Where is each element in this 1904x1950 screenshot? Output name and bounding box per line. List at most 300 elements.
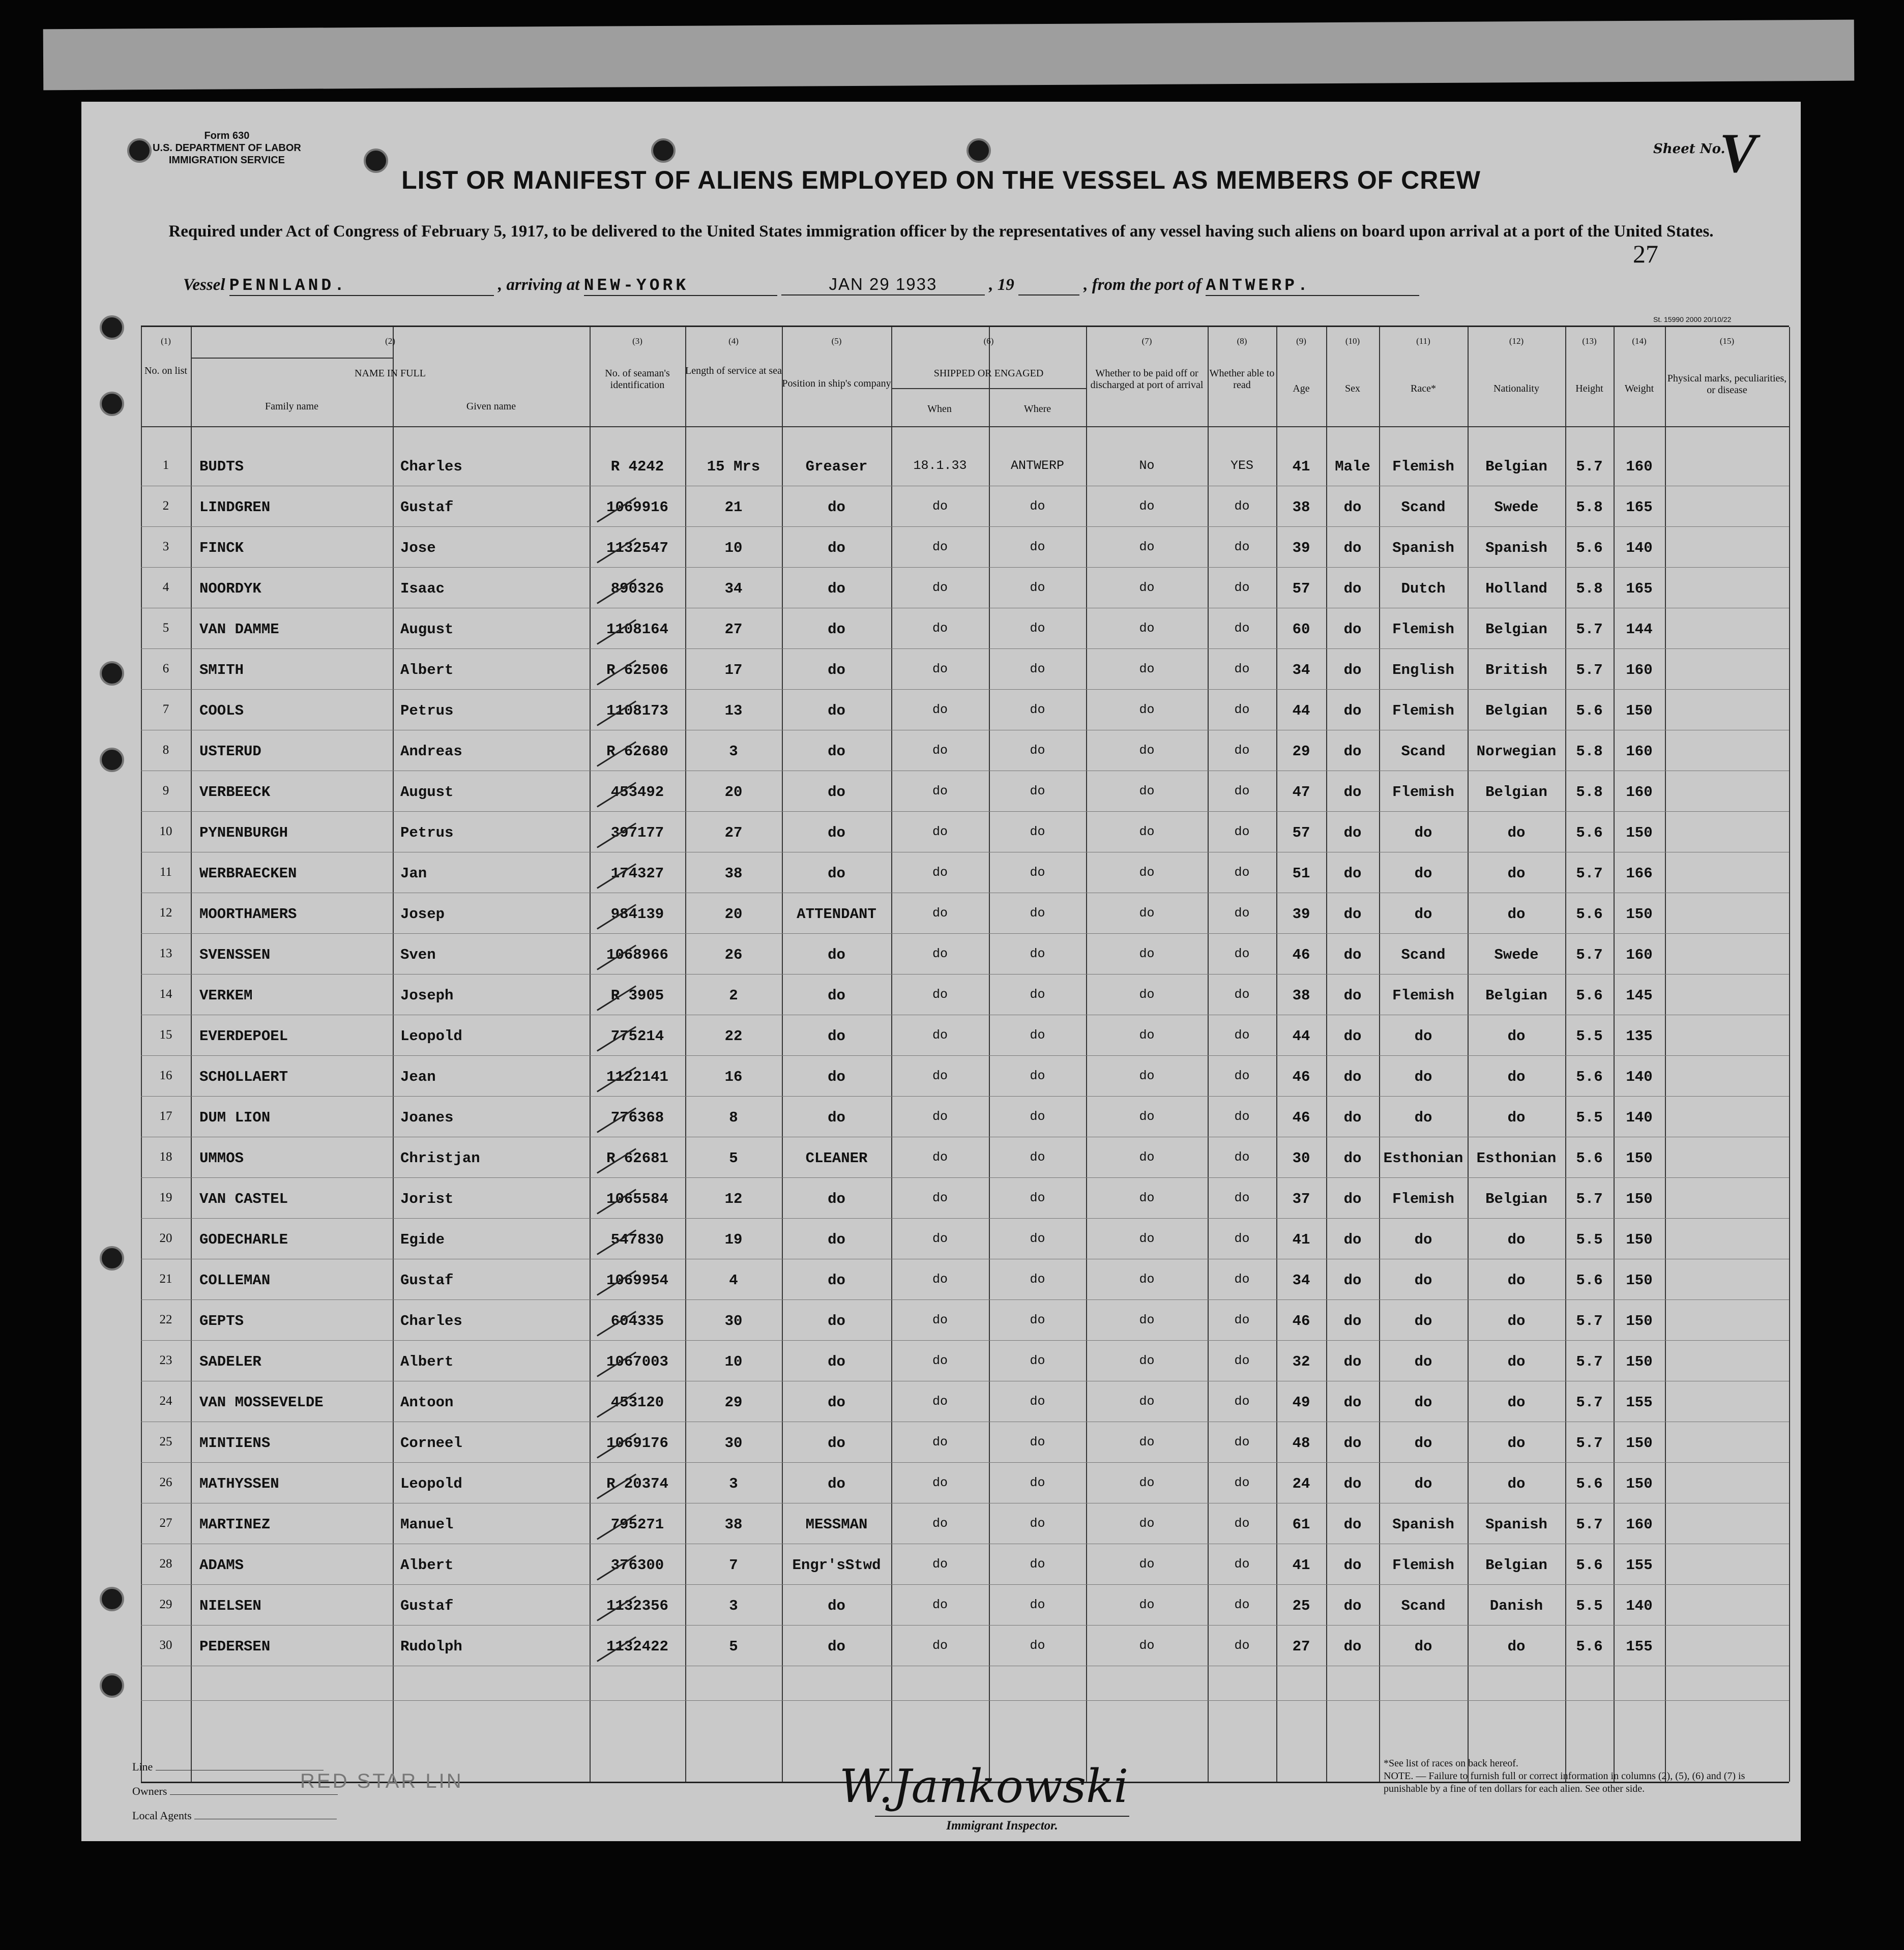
paid-off-cell: do	[1139, 1231, 1155, 1246]
column-number: (7)	[1141, 336, 1152, 346]
family-name-cell: SMITH	[199, 662, 244, 678]
sex-cell: do	[1343, 1638, 1362, 1655]
row-rule	[141, 1218, 1789, 1219]
sex-cell: do	[1343, 1109, 1362, 1126]
row-number: 4	[162, 580, 169, 594]
paid-off-cell: do	[1139, 824, 1155, 839]
able-to-read-cell: do	[1234, 580, 1250, 595]
seaman-id-cell: 397177	[610, 824, 664, 841]
row-rule	[141, 1700, 1789, 1701]
sex-cell: Male	[1335, 458, 1370, 475]
where-cell: do	[1030, 1231, 1045, 1246]
where-cell: do	[1030, 1598, 1045, 1612]
position-cell: do	[828, 865, 845, 882]
seaman-id-cell: 775214	[610, 1028, 664, 1045]
paid-off-cell: do	[1139, 743, 1155, 758]
seaman-id-cell: R 20374	[606, 1475, 668, 1492]
family-name-cell: FINCK	[199, 540, 244, 556]
row-number: 6	[162, 662, 169, 675]
handwritten-page-number: 27	[1633, 240, 1658, 268]
position-cell: do	[828, 1313, 845, 1329]
height-cell: 5.7	[1576, 1435, 1603, 1452]
sex-cell: do	[1343, 947, 1362, 963]
column-number: (15)	[1719, 336, 1735, 346]
able-to-read-cell: do	[1234, 1516, 1250, 1531]
form-number: Form 630	[204, 130, 250, 141]
row-rule	[141, 933, 1789, 934]
when-cell: do	[932, 743, 948, 758]
weight-cell: 140	[1626, 1109, 1653, 1126]
position-cell: do	[828, 1394, 845, 1411]
column-number: (13)	[1582, 336, 1597, 346]
age-cell: 46	[1292, 1069, 1310, 1085]
length-of-service-cell: 10	[724, 540, 743, 556]
seaman-id-cell: 890326	[610, 580, 664, 597]
age-cell: 46	[1292, 1109, 1310, 1126]
sex-cell: do	[1343, 824, 1362, 841]
given-name-cell: Jan	[400, 865, 427, 882]
seaman-id-cell: 1069176	[606, 1435, 668, 1452]
where-cell: do	[1030, 865, 1045, 880]
weight-cell: 150	[1626, 1150, 1653, 1167]
seaman-id-cell: 1069954	[606, 1272, 668, 1289]
row-rule	[141, 1299, 1789, 1300]
height-cell: 5.8	[1576, 784, 1603, 801]
when-cell: do	[932, 906, 948, 921]
age-cell: 51	[1292, 865, 1310, 882]
when-cell: do	[932, 1313, 948, 1327]
service-name: IMMIGRATION SERVICE	[168, 155, 285, 166]
where-cell: do	[1030, 499, 1045, 514]
weight-cell: 150	[1626, 1231, 1653, 1248]
length-of-service-cell: 3	[729, 743, 738, 760]
weight-cell: 140	[1626, 1598, 1653, 1614]
sex-cell: do	[1343, 621, 1362, 638]
given-name-cell: Rudolph	[400, 1638, 462, 1655]
family-name-cell: WERBRAECKEN	[199, 865, 297, 882]
height-cell: 5.5	[1576, 1231, 1603, 1248]
height-cell: 5.6	[1576, 1069, 1603, 1085]
paid-off-cell: do	[1139, 580, 1155, 595]
weight-cell: 160	[1626, 947, 1653, 963]
sex-cell: do	[1343, 1272, 1362, 1289]
row-rule	[141, 1096, 1789, 1097]
age-cell: 57	[1292, 580, 1310, 597]
height-cell: 5.6	[1576, 824, 1603, 841]
able-to-read-cell: YES	[1230, 458, 1253, 473]
row-number: 7	[162, 702, 169, 716]
nationality-cell: do	[1507, 1028, 1526, 1045]
race-cell: do	[1414, 824, 1432, 841]
seaman-id-cell: 984139	[610, 906, 664, 923]
paid-off-cell: do	[1139, 865, 1155, 880]
height-cell: 5.6	[1576, 540, 1603, 556]
vessel-info-line	[183, 275, 1419, 296]
row-number: 20	[159, 1231, 172, 1245]
seaman-id-cell: 1065584	[606, 1191, 668, 1207]
header-nationality: Nationality	[1493, 383, 1539, 394]
position-cell: do	[828, 1231, 845, 1248]
row-rule	[141, 567, 1789, 568]
nationality-cell: do	[1507, 906, 1526, 923]
when-cell: do	[932, 1598, 948, 1612]
nationality-cell: do	[1507, 865, 1526, 882]
race-cell: do	[1414, 906, 1432, 923]
given-name-cell: Albert	[400, 1353, 454, 1370]
paid-off-cell: do	[1139, 1109, 1155, 1124]
row-number: 3	[162, 540, 169, 553]
race-cell: Flemish	[1392, 702, 1454, 719]
length-of-service-cell: 29	[724, 1394, 743, 1411]
sex-cell: do	[1343, 1069, 1362, 1085]
family-name-cell: VAN CASTEL	[199, 1191, 288, 1207]
given-name-cell: Gustaf	[400, 1272, 454, 1289]
paid-off-cell: do	[1139, 499, 1155, 514]
when-cell: do	[932, 1353, 948, 1368]
age-cell: 60	[1292, 621, 1310, 638]
when-cell: do	[932, 702, 948, 717]
height-cell: 5.6	[1576, 1475, 1603, 1492]
row-number: 13	[159, 947, 172, 960]
given-name-cell: Jorist	[400, 1191, 454, 1207]
column-number: (9)	[1296, 336, 1306, 346]
binder-hole	[100, 661, 124, 686]
nationality-cell: Belgian	[1485, 1191, 1547, 1207]
race-cell: Scand	[1401, 743, 1446, 760]
paid-off-cell: do	[1139, 1313, 1155, 1327]
row-number: 28	[159, 1557, 172, 1571]
position-cell: do	[828, 1191, 845, 1207]
seaman-id-cell: R 62506	[606, 662, 668, 678]
position-cell: CLEANER	[805, 1150, 868, 1167]
column-number: (10)	[1345, 336, 1360, 346]
given-name-cell: Albert	[400, 1557, 454, 1574]
family-name-cell: DUM LION	[199, 1109, 271, 1126]
able-to-read-cell: do	[1234, 824, 1250, 839]
family-name-cell: EVERDEPOEL	[199, 1028, 288, 1045]
able-to-read-cell: do	[1234, 1557, 1250, 1572]
weight-cell: 150	[1626, 1313, 1653, 1329]
family-name-cell: BUDTS	[199, 458, 244, 475]
position-cell: do	[828, 1475, 845, 1492]
underlying-sheet-scribble	[1035, 34, 1047, 76]
height-cell: 5.6	[1576, 987, 1603, 1004]
able-to-read-cell: do	[1234, 743, 1250, 758]
nationality-cell: Esthonian	[1476, 1150, 1557, 1167]
able-to-read-cell: do	[1234, 499, 1250, 514]
nationality-cell: do	[1507, 1313, 1526, 1329]
nationality-cell: Holland	[1485, 580, 1547, 597]
column-number: (5)	[831, 336, 842, 346]
given-name-cell: Gustaf	[400, 499, 454, 516]
family-name-cell: VERKEM	[199, 987, 253, 1004]
footer-note	[1384, 1757, 1770, 1795]
paid-off-cell: do	[1139, 1516, 1155, 1531]
position-cell: do	[828, 580, 845, 597]
position-cell: do	[828, 662, 845, 678]
weight-cell: 145	[1626, 987, 1653, 1004]
race-cell: do	[1414, 865, 1432, 882]
binder-hole	[100, 392, 124, 416]
weight-cell: 160	[1626, 1516, 1653, 1533]
given-name-cell: Petrus	[400, 824, 454, 841]
binder-hole	[966, 138, 991, 163]
family-name-cell: VAN DAMME	[199, 621, 279, 638]
year-label: , 19	[989, 276, 1014, 294]
family-name-cell: ADAMS	[199, 1557, 244, 1574]
length-of-service-cell: 17	[724, 662, 743, 678]
given-name-cell: Gustaf	[400, 1598, 454, 1614]
weight-cell: 160	[1626, 784, 1653, 801]
header-weight: Weight	[1624, 383, 1654, 394]
paid-off-cell: do	[1139, 987, 1155, 1002]
age-cell: 37	[1292, 1191, 1310, 1207]
race-cell: Flemish	[1392, 1191, 1454, 1207]
row-number: 23	[159, 1353, 172, 1367]
row-number: 15	[159, 1028, 172, 1042]
race-cell: do	[1414, 1069, 1432, 1085]
sex-cell: do	[1343, 1394, 1362, 1411]
weight-cell: 160	[1626, 458, 1653, 475]
nationality-cell: Belgian	[1485, 1557, 1547, 1574]
seaman-id-cell: 776368	[610, 1109, 664, 1126]
able-to-read-cell: do	[1234, 1231, 1250, 1246]
family-name-cell: NIELSEN	[199, 1598, 261, 1614]
seaman-id-cell: 1132422	[606, 1638, 668, 1655]
weight-cell: 160	[1626, 743, 1653, 760]
where-cell: do	[1030, 540, 1045, 554]
seaman-id-cell: 174327	[610, 865, 664, 882]
where-cell: do	[1030, 1475, 1045, 1490]
header-race: Race*	[1411, 383, 1436, 394]
length-of-service-cell: 22	[724, 1028, 743, 1045]
where-cell: do	[1030, 824, 1045, 839]
length-of-service-cell: 21	[724, 499, 743, 516]
sex-cell: do	[1343, 1557, 1362, 1574]
when-cell: do	[932, 662, 948, 676]
row-number: 29	[159, 1598, 172, 1611]
sex-cell: do	[1343, 1435, 1362, 1452]
given-name-cell: Jean	[400, 1069, 436, 1085]
sex-cell: do	[1343, 784, 1362, 801]
weight-cell: 150	[1626, 1272, 1653, 1289]
nationality-cell: do	[1507, 1231, 1526, 1248]
nationality-cell: Swede	[1494, 947, 1539, 963]
when-cell: do	[932, 1557, 948, 1572]
family-name-cell: USTERUD	[199, 743, 261, 760]
race-cell: do	[1414, 1475, 1432, 1492]
position-cell: do	[828, 1069, 845, 1085]
race-cell: Scand	[1401, 1598, 1446, 1614]
sex-cell: do	[1343, 1598, 1362, 1614]
paid-off-cell: No	[1139, 458, 1155, 473]
row-number: 22	[159, 1313, 172, 1326]
able-to-read-cell: do	[1234, 1394, 1250, 1409]
race-cell: English	[1392, 662, 1454, 678]
header-age: Age	[1293, 383, 1310, 394]
weight-cell: 135	[1626, 1028, 1653, 1045]
position-cell: Engr'sStwd	[792, 1557, 881, 1574]
nationality-cell: do	[1507, 1109, 1526, 1126]
position-cell: do	[828, 499, 845, 516]
sex-cell: do	[1343, 1313, 1362, 1329]
nationality-cell: Belgian	[1485, 987, 1547, 1004]
position-cell: do	[828, 540, 845, 556]
paid-off-cell: do	[1139, 1598, 1155, 1612]
nationality-cell: Belgian	[1485, 784, 1547, 801]
column-number: (1)	[161, 336, 171, 346]
row-number: 16	[159, 1069, 172, 1082]
when-cell: do	[932, 865, 948, 880]
seaman-id-cell: 1108173	[606, 702, 668, 719]
age-cell: 38	[1292, 987, 1310, 1004]
age-cell: 30	[1292, 1150, 1310, 1167]
row-rule	[141, 811, 1789, 812]
nationality-cell: do	[1507, 1069, 1526, 1085]
binder-hole	[127, 138, 152, 163]
when-cell: do	[932, 947, 948, 961]
row-rule	[141, 689, 1789, 690]
sex-cell: do	[1343, 1516, 1362, 1533]
height-cell: 5.7	[1576, 621, 1603, 638]
row-rule	[141, 1340, 1789, 1341]
able-to-read-cell: do	[1234, 1435, 1250, 1450]
height-cell: 5.6	[1576, 1272, 1603, 1289]
when-cell: do	[932, 1069, 948, 1083]
binder-hole	[100, 315, 124, 340]
column-number: (12)	[1509, 336, 1524, 346]
paid-off-cell: do	[1139, 1191, 1155, 1205]
paid-off-cell: do	[1139, 621, 1155, 636]
age-cell: 27	[1292, 1638, 1310, 1655]
owners-label: Owners	[132, 1785, 167, 1797]
race-cell: do	[1414, 1313, 1432, 1329]
able-to-read-cell: do	[1234, 1150, 1250, 1165]
given-name-cell: Albert	[400, 662, 454, 678]
position-cell: do	[828, 621, 845, 638]
inspector-label: Immigrant Inspector.	[875, 1816, 1129, 1833]
crew-manifest-table	[141, 326, 1789, 1783]
sex-cell: do	[1343, 1191, 1362, 1207]
where-cell: do	[1030, 1435, 1045, 1450]
seaman-id-cell: 453120	[610, 1394, 664, 1411]
race-cell: do	[1414, 1353, 1432, 1370]
when-cell: do	[932, 1028, 948, 1043]
length-of-service-cell: 12	[724, 1191, 743, 1207]
weight-cell: 150	[1626, 1191, 1653, 1207]
height-cell: 5.7	[1576, 1394, 1603, 1411]
weight-cell: 155	[1626, 1557, 1653, 1574]
seaman-id-cell: R 62681	[606, 1150, 668, 1167]
sex-cell: do	[1343, 1475, 1362, 1492]
family-name-cell: PYNENBURGH	[199, 824, 288, 841]
where-cell: do	[1030, 621, 1045, 636]
where-cell: do	[1030, 1272, 1045, 1287]
seaman-id-cell: 1108164	[606, 621, 668, 638]
given-name-cell: Andreas	[400, 743, 462, 760]
given-name-cell: Charles	[400, 1313, 462, 1329]
row-number: 18	[159, 1150, 172, 1164]
header-physical-marks: Physical marks, peculiarities, or disease	[1667, 373, 1787, 396]
family-name-cell: NOORDYK	[199, 580, 261, 597]
length-of-service-cell: 30	[724, 1435, 743, 1452]
where-cell: do	[1030, 1557, 1045, 1572]
binder-hole	[100, 748, 124, 772]
header-sex: Sex	[1345, 383, 1360, 394]
nationality-cell: do	[1507, 1638, 1526, 1655]
family-name-cell: COLLEMAN	[199, 1272, 271, 1289]
able-to-read-cell: do	[1234, 1272, 1250, 1287]
sex-cell: do	[1343, 1231, 1362, 1248]
when-cell: do	[932, 1191, 948, 1205]
age-cell: 29	[1292, 743, 1310, 760]
when-cell: do	[932, 580, 948, 595]
age-cell: 24	[1292, 1475, 1310, 1492]
where-cell: do	[1030, 662, 1045, 676]
given-name-cell: Jose	[400, 540, 436, 556]
where-cell: do	[1030, 1394, 1045, 1409]
length-of-service-cell: 34	[724, 580, 743, 597]
race-cell: do	[1414, 1028, 1432, 1045]
binder-hole	[100, 1246, 124, 1271]
local-agents-label: Local Agents	[132, 1809, 192, 1822]
sheet-number-field	[1653, 122, 1757, 184]
length-of-service-cell: 10	[724, 1353, 743, 1370]
age-cell: 32	[1292, 1353, 1310, 1370]
given-name-cell: Joanes	[400, 1109, 454, 1126]
position-cell: do	[828, 743, 845, 760]
when-cell: do	[932, 1272, 948, 1287]
arriving-label: , arriving at	[498, 276, 580, 294]
given-name-cell: Leopold	[400, 1028, 462, 1045]
family-name-cell: LINDGREN	[199, 499, 271, 516]
weight-cell: 150	[1626, 824, 1653, 841]
header-length-of-service: Length of service at sea	[685, 365, 782, 376]
family-name-cell: GEPTS	[199, 1313, 244, 1329]
seaman-id-cell: 604335	[610, 1313, 664, 1329]
given-name-cell: Petrus	[400, 702, 454, 719]
length-of-service-cell: 7	[729, 1557, 738, 1574]
where-cell: do	[1030, 1191, 1045, 1205]
length-of-service-cell: 2	[729, 987, 738, 1004]
length-of-service-cell: 27	[724, 824, 743, 841]
family-name-cell: MINTIENS	[199, 1435, 271, 1452]
able-to-read-cell: do	[1234, 1191, 1250, 1205]
arrival-port: NEW-YORK	[583, 276, 689, 295]
seaman-id-cell: 1132547	[606, 540, 668, 556]
age-cell: 25	[1292, 1598, 1310, 1614]
height-cell: 5.7	[1576, 1353, 1603, 1370]
paid-off-cell: do	[1139, 1435, 1155, 1450]
race-cell: Spanish	[1392, 540, 1454, 556]
seaman-id-cell: 1069916	[606, 499, 668, 516]
given-name-cell: Josep	[400, 906, 445, 923]
paid-off-cell: do	[1139, 1028, 1155, 1043]
able-to-read-cell: do	[1234, 662, 1250, 676]
position-cell: ATTENDANT	[797, 906, 876, 923]
length-of-service-cell: 3	[729, 1475, 738, 1492]
race-cell: do	[1414, 1272, 1432, 1289]
able-to-read-cell: do	[1234, 987, 1250, 1002]
age-cell: 46	[1292, 947, 1310, 963]
height-cell: 5.6	[1576, 1557, 1603, 1574]
paid-off-cell: do	[1139, 540, 1155, 554]
row-number: 8	[162, 743, 169, 757]
when-cell: do	[932, 824, 948, 839]
race-cell: Flemish	[1392, 458, 1454, 475]
row-rule	[141, 526, 1789, 527]
able-to-read-cell: do	[1234, 947, 1250, 961]
